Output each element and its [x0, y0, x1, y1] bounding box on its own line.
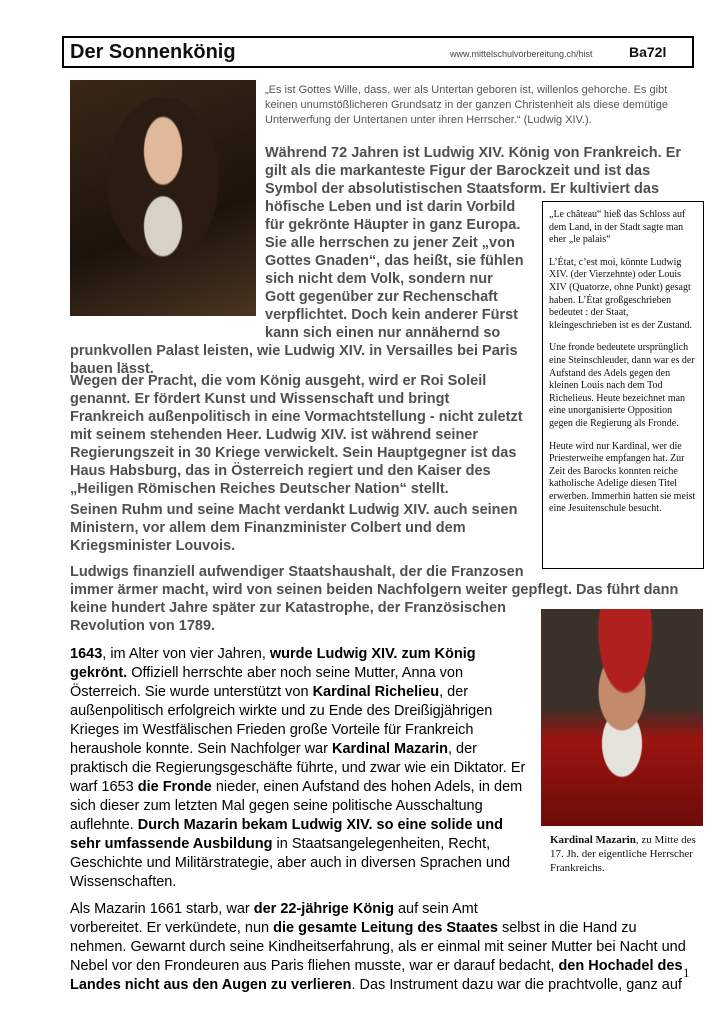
- text-span: heraushole konnte. Sein Nachfolger war: [70, 741, 332, 757]
- header-box: [62, 36, 694, 68]
- text-span: , im Alter von vier Jahren,: [102, 646, 270, 662]
- text-line: mit seinem stehenden Heer. Ludwig XIV. ist während seiner: [70, 427, 479, 443]
- text-span: Österreich. Sie wurde unterstützt von: [70, 684, 313, 700]
- text-line: außenpolitisch erfolgreich wirkte und zu Ende des Dreißigjährigen: [70, 703, 493, 719]
- text-span: Offiziell herrschte aber noch seine Mutter, Anna von: [127, 665, 464, 681]
- text-span: , der: [448, 741, 478, 757]
- text-span: Als Mazarin 1661 starb, war: [70, 901, 254, 917]
- text-line: Regierungszeit in 30 Kriege verwickelt. Sein Hauptgegner ist das: [70, 445, 517, 461]
- louis-quote: „Es ist Gottes Wille, dass, wer als Untertan geboren ist, willenlos gehorche. Es gibt keinen unumstößlicheren Grundsatz in der ganzen Christenheit als diese demütige Unterwerfung der Untertanen unter ihren Herrscher.“ (Ludwig XIV.).: [265, 84, 668, 126]
- text-line: genannt. Er fördert Kunst und Wissenschaft und bringt: [70, 391, 450, 407]
- bold-span: Kardinal Mazarin: [331, 741, 448, 757]
- source-url: www.mittelschulvorbereitung.ch/hist: [450, 49, 593, 59]
- text-span: . Das Instrument dazu war die prachtvolle, ganz auf: [351, 977, 682, 993]
- text-line: Wegen der Pracht, die vom König ausgeht, wird er Roi Soleil: [70, 373, 487, 389]
- text-line: prunkvollen Palast leisten, wie Ludwig XIV. in Versailles bei Paris: [70, 343, 518, 359]
- bold-span: den Hochadel des: [558, 958, 683, 974]
- sidebox-kardinal: Heute wird nur Kardinal, wer die Priesterweihe empfangen hat. Zur Zeit des Barocks konnten reiche katholische Adelige diesen Titel erwerben. Immerhin hatten sie meist eine Jesuitenschule besucht.: [549, 440, 696, 515]
- text-span: Nebel vor den Frondeuren aus Paris fliehen musste, war er darauf bedacht,: [70, 958, 559, 974]
- bold-span: sehr umfassende Ausbildung: [70, 836, 273, 852]
- sidebox-etat: L’État, c’est moi, könnte Ludwig XIV. (der Vierzehnte) oder Louis XIV (Quatorze, ohne Punkt) gesagt haben. L’État großgeschrieben bedeutet : der Staat, kleingeschrieben ist es der Zustand.: [549, 256, 693, 331]
- caption-name: Kardinal Mazarin: [550, 834, 636, 846]
- text-line: bauen lässt.: [70, 361, 154, 377]
- text-line: Geschichte und Militärstrategie, aber auch in diversen Sprachen und: [70, 855, 511, 871]
- text-line: kann sich einen nur annähernd so: [265, 325, 501, 341]
- bold-span: Kardinal Richelieu: [312, 684, 440, 700]
- bold-span: gekrönt.: [70, 665, 128, 681]
- text-span: in Staatsangelegenheiten, Recht,: [272, 836, 491, 852]
- bold-span: Landes nicht aus den Augen zu verlieren: [70, 977, 352, 993]
- text-span: auf sein Amt: [393, 901, 478, 917]
- portrait-kardinal-mazarin: [541, 609, 703, 826]
- text-line: Ludwigs finanziell aufwendiger Staatshaushalt, der die Franzosen: [70, 564, 524, 580]
- text-line: Seinen Ruhm und seine Macht verdankt Ludwig XIV. auch seinen: [70, 502, 518, 518]
- page-number: 1: [683, 965, 690, 980]
- caption-text: , zu Mitte des 17. Jh. der eigentliche Herrscher Frankreichs.: [550, 834, 696, 874]
- text-line: höfische Leben und ist darin Vorbild: [265, 199, 516, 215]
- text-line: „Heiligen Römischen Reiches Deutscher Nation“ stellt.: [70, 481, 449, 497]
- sidebox-fronde: Une fronde bedeutete ursprünglich eine Steinschleuder, dann war es der Aufstand des Adels gegen den kleinen Louis nach dem Tod Richelieus. Heute bezeichnet man eine unorganisierte Opposition gegen die Regierung als Fronde.: [549, 342, 695, 429]
- text-line: Wissenschaften.: [70, 874, 177, 890]
- bold-span: Durch Mazarin bekam Ludwig XIV. so eine solide und: [137, 817, 503, 833]
- bold-span: der 22-jährige König: [253, 901, 394, 917]
- text-line: keine hundert Jahre später zur Katastrophe, der Französischen: [70, 600, 506, 616]
- info-sidebox: [542, 201, 704, 569]
- bold-span: die gesamte Leitung des Staates: [273, 920, 498, 936]
- text-line: Ministern, vor allem dem Finanzminister Colbert und dem: [70, 520, 466, 536]
- text-span: selbst in die Hand zu: [497, 920, 637, 936]
- text-line: Gottes Gnaden“, das heißt, sie fühlen: [265, 253, 524, 269]
- document-code: Ba72l: [629, 44, 667, 60]
- text-line: Haus Habsburg, das in Österreich regiert und den Kaiser des: [70, 463, 491, 479]
- bold-span: wurde Ludwig XIV. zum König: [269, 646, 476, 662]
- text-span: vorbereitet. Er verkündete, nun: [70, 920, 274, 936]
- text-line: Gott gegenüber zur Rechenschaft: [265, 289, 498, 305]
- text-line: gilt als die markanteste Figur der Barockzeit und ist das: [265, 163, 651, 179]
- text-line: verpflichtet. Doch kein anderer Fürst: [265, 307, 519, 323]
- year-1643: 1643: [70, 646, 103, 662]
- text-line: nehmen. Gewarnt durch seine Kindheitserfahrung, als er einmal mit seiner Mutter bei Nacht und: [70, 939, 686, 955]
- text-span: auflehnte.: [70, 817, 138, 833]
- portrait-louis-xiv: [70, 80, 256, 316]
- text-line: Kriegsminister Louvois.: [70, 538, 236, 554]
- text-line: Revolution von 1789.: [70, 618, 216, 634]
- text-line: Sie alle herrschen zu jener Zeit „von: [265, 235, 515, 251]
- page-title: Der Sonnenkönig: [70, 41, 236, 63]
- text-line: sich dieser zum letzten Mal gegen seine politische Ausschaltung: [70, 798, 483, 814]
- sidebox-chateau: „Le château“ hieß das Schloss auf dem Land, in der Stadt sagte man eher „le palais“: [549, 209, 686, 246]
- text-line: sich nicht dem Volk, sondern nur: [265, 271, 493, 287]
- text-line: immer ärmer macht, wird von seinen beiden Nachfolgern weiter gepflegt. Das führt dann: [70, 582, 679, 598]
- text-line: Krieges im Westfälischen Frieden große Vorteile für Frankreich: [70, 722, 474, 738]
- text-line: Während 72 Jahren ist Ludwig XIV. König von Frankreich. Er: [265, 145, 682, 161]
- bold-span: die Fronde: [137, 779, 212, 795]
- text-span: , der: [439, 684, 469, 700]
- text-span: warf 1653: [70, 779, 138, 795]
- text-line: für gekrönte Häupter in ganz Europa.: [265, 217, 521, 233]
- mazarin-caption: [550, 833, 700, 875]
- text-span: nieder, einen Aufstand des hohen Adels, in dem: [211, 779, 523, 795]
- text-line: praktisch die Regierungsgeschäfte führte, und zwar wie ein Diktator. Er: [70, 760, 526, 776]
- text-line: Frankreich außenpolitisch in eine Vormachtstellung - nicht zuletzt: [70, 409, 523, 425]
- text-line: Symbol der absolutistischen Staatsform. Er kultiviert das: [265, 181, 660, 197]
